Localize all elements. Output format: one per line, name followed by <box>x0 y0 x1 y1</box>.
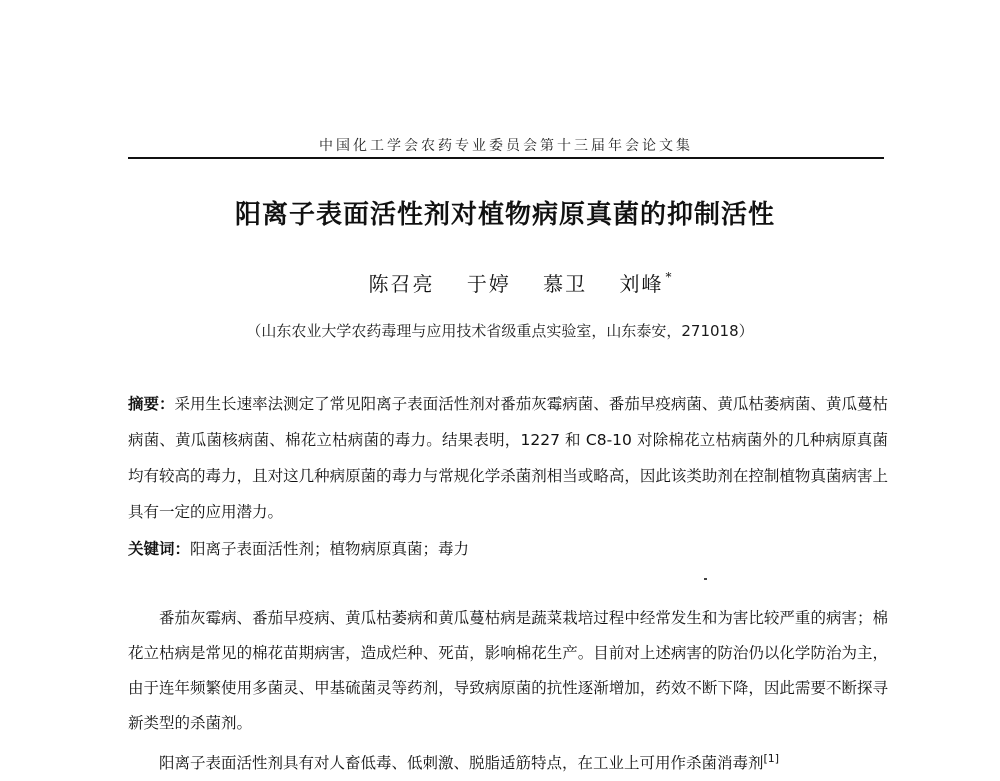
body-paragraph-text: 阳离子表面活性剂具有对人畜低毒、低刺激、脱脂适筋特点，在工业上可用作杀菌消毒剂 <box>159 754 764 772</box>
abstract-text: 采用生长速率法测定了常见阳离子表面活性剂对番茄灰霉病菌、番茄早疫病菌、黄瓜枯萎病菌、黄瓜蔓枯病菌、黄瓜菌核病菌、棉花立枯病菌的毒力。结果表明，1227 和 C8-10 对除棉花立枯病菌外的几种病原真菌均有较高的毒力，且对这几种病原菌的毒力与常规化学杀菌剂相当或略高，因此该类助剂在控制植物真菌病害上具有一定的应用潜力。 <box>128 395 888 521</box>
keywords-label: 关键词： <box>128 540 191 558</box>
author-name: 陈召亮 <box>368 272 435 296</box>
citation-ref: [1] <box>763 752 780 765</box>
keywords-text: 阳离子表面活性剂；植物病原真菌；毒力 <box>190 540 470 558</box>
running-head: 中国化工学会农药专业委员会第十三届年会论文集 <box>319 138 693 154</box>
author-list <box>100 268 930 297</box>
body-paragraph: 番茄灰霉病、番茄早疫病、黄瓜枯萎病和黄瓜蔓枯病是蔬菜栽培过程中经常发生和为害比较严重的病害；棉花立枯病是常见的棉花苗期病害，造成烂种、死苗，影响棉花生产。目前对上述病害的防治仍以化学防治为主，由于连年频繁使用多菌灵、甲基硫菌灵等药剂，导致病原菌的抗性逐渐增加，药效不断下降，因此需要不断探寻新类型的杀菌剂。 <box>128 609 888 732</box>
body-paragraph <box>128 741 888 781</box>
header-rule <box>128 157 884 159</box>
abstract-label: 摘要： <box>128 395 175 413</box>
body-text <box>128 601 888 781</box>
abstract <box>128 386 888 530</box>
paper-title: 阳离子表面活性剂对植物病原真菌的抑制活性 <box>234 200 775 230</box>
author-name: 慕卫 <box>543 272 588 296</box>
keywords <box>128 531 888 567</box>
author-name: 刘峰 <box>619 272 664 296</box>
author-affiliation: （山东农业大学农药毒理与应用技术省级重点实验室，山东泰安，271018） <box>246 322 754 340</box>
author-name: 于婷 <box>466 272 511 296</box>
corresponding-author-mark: * <box>665 270 674 284</box>
scan-speck <box>704 578 707 580</box>
